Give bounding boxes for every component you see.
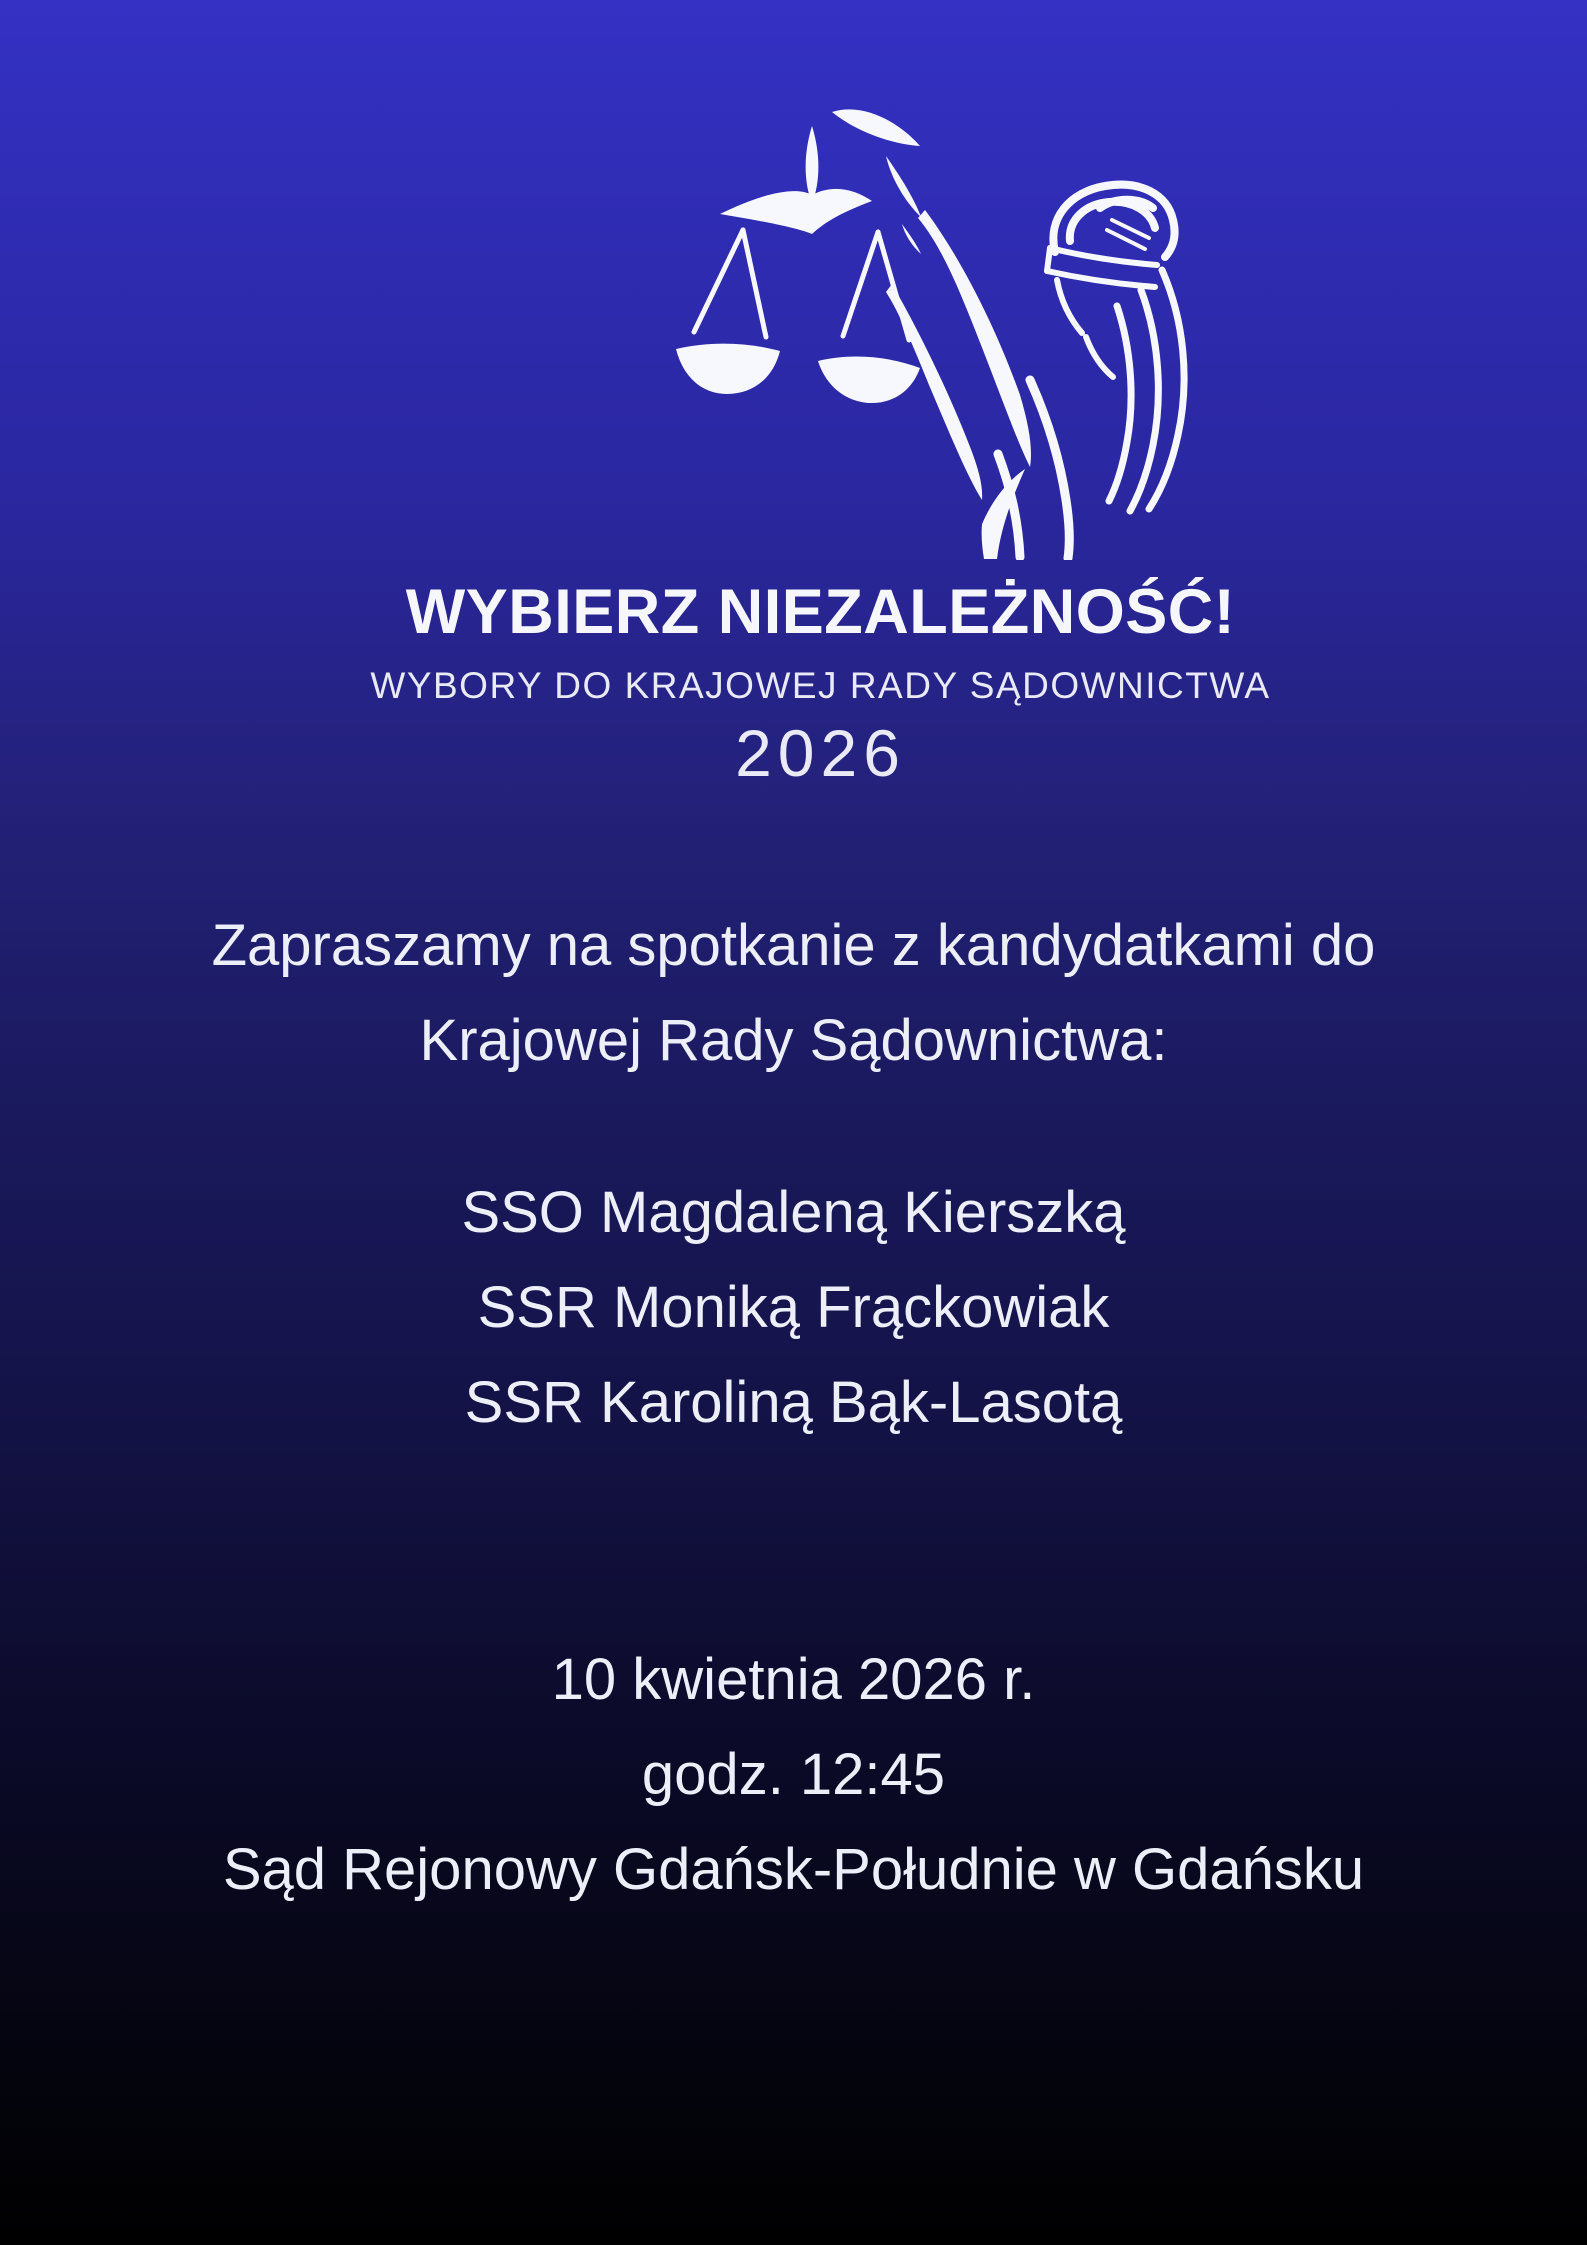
event-time: godz. 12:45 [641,1742,946,1807]
poster-year: 2026 [735,716,906,790]
candidate-name: SSR Karoliną Bąk-Lasotą [464,1370,1123,1435]
candidates-list [0,1165,1587,1450]
candidate-name: SSO Magdaleną Kierszką [461,1180,1126,1245]
invitation-line-1: Zapraszamy na spotkanie z kandydatkami do [211,913,1376,978]
poster-subtitle: WYBORY DO KRAJOWEJ RADY SĄDOWNICTWA [370,665,1271,706]
poster-title: WYBIERZ NIEZALEŻNOŚĆ! [405,577,1236,647]
invitation-line-2: Krajowej Rady Sądownictwa: [419,1008,1168,1073]
event-venue: Sąd Rejonowy Gdańsk-Południe w Gdańsku [222,1837,1365,1902]
invitation-text [0,898,1587,1088]
lady-justice-scales-icon [600,80,1200,560]
event-date: 10 kwietnia 2026 r. [551,1647,1036,1712]
candidate-name: SSR Moniką Frąckowiak [477,1275,1110,1340]
event-details [0,1632,1587,1917]
